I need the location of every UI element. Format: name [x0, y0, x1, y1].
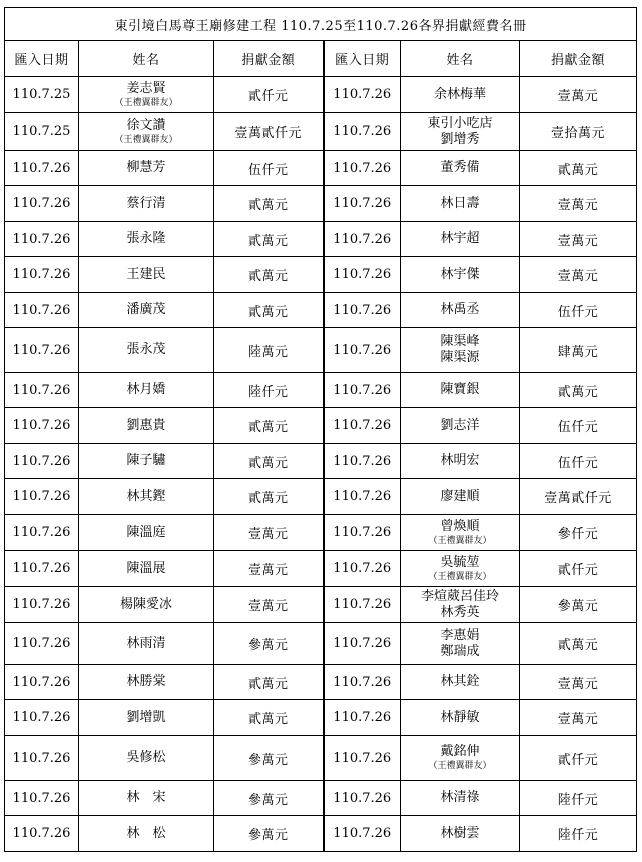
name-cell-right [401, 186, 520, 222]
date-cell-left: 110.7.26 [5, 479, 79, 515]
amount-cell-right: 肆萬元 [520, 328, 637, 373]
name-cell-right [401, 816, 520, 852]
donor-name: 林日壽 [440, 195, 480, 211]
date-cell-left: 110.7.25 [5, 113, 79, 151]
header-date-left: 匯入日期 [5, 41, 79, 77]
donor-name: 陳溫展 [126, 560, 166, 576]
donor-name: 張永隆 [126, 231, 166, 246]
donor-name: 林勝棠 [126, 674, 166, 689]
amount-cell-right: 貳仟元 [520, 736, 637, 781]
name-cell-left [79, 551, 214, 587]
name-cell-left [79, 781, 214, 816]
donor-name: 陳子驌 [126, 453, 166, 468]
table-row [5, 551, 637, 587]
donor-name: 姜志賢 [126, 80, 166, 96]
donor-name: 林 松 [126, 825, 166, 841]
date-cell-left: 110.7.26 [5, 328, 79, 373]
date-cell-left: 110.7.26 [5, 700, 79, 736]
date-cell-left: 110.7.26 [5, 551, 79, 587]
amount-cell-left: 壹萬元 [214, 551, 324, 587]
date-cell-right: 110.7.26 [324, 373, 401, 408]
header-row [5, 41, 637, 77]
name-cell-right [401, 151, 520, 186]
donor-name: 劉增秀 [440, 131, 480, 147]
name-cell-left [79, 293, 214, 328]
donor-group-note: （王禮翼群友） [114, 134, 178, 145]
name-cell-left [79, 665, 214, 700]
donor-name: 林清祿 [440, 790, 480, 805]
donor-name: 吳修松 [126, 750, 166, 765]
amount-cell-right: 貳仟元 [520, 551, 637, 587]
date-cell-right: 110.7.26 [324, 151, 401, 186]
donor-name: 劉惠貴 [126, 417, 166, 433]
amount-cell-right: 陸仟元 [520, 781, 637, 816]
table-body [5, 77, 637, 852]
name-cell-left [79, 257, 214, 293]
amount-cell-left: 貳萬元 [214, 700, 324, 736]
date-cell-left: 110.7.26 [5, 816, 79, 852]
amount-cell-left: 貳仟元 [214, 77, 324, 113]
donor-name: 劉增凱 [126, 709, 166, 725]
amount-cell-left: 參萬元 [214, 736, 324, 781]
date-cell-left: 110.7.25 [5, 77, 79, 113]
donor-name: 李煊葳呂佳玲 [420, 588, 499, 604]
table-row [5, 222, 637, 257]
donor-name: 林宇傑 [440, 266, 480, 282]
name-cell-right [401, 293, 520, 328]
donor-name: 陳渠源 [440, 350, 480, 365]
donor-name: 徐文讚 [126, 117, 166, 133]
donor-name: 林其鏗 [126, 488, 166, 504]
table-row [5, 816, 637, 852]
amount-cell-left: 壹萬貳仟元 [214, 113, 324, 151]
name-cell-right [401, 479, 520, 515]
donor-name: 林雨清 [126, 635, 166, 651]
date-cell-right: 110.7.26 [324, 781, 401, 816]
amount-cell-right: 伍仟元 [520, 293, 637, 328]
date-cell-right: 110.7.26 [324, 328, 401, 373]
name-cell-right [401, 257, 520, 293]
donor-name: 李惠娟 [440, 627, 480, 643]
name-cell-right [401, 736, 520, 781]
table-row [5, 257, 637, 293]
name-cell-left [79, 77, 214, 113]
name-cell-right [401, 623, 520, 665]
donor-name: 鄭瑞成 [440, 643, 480, 659]
amount-cell-right: 貳萬元 [520, 151, 637, 186]
table-row [5, 781, 637, 816]
document-title: 東引境白馬尊王廟修建工程 110.7.25至110.7.26各界捐獻經費名冊 [5, 8, 637, 41]
donor-name: 吳毓堃 [440, 554, 480, 570]
amount-cell-right: 壹萬元 [520, 222, 637, 257]
name-cell-right [401, 77, 520, 113]
date-cell-left: 110.7.26 [5, 587, 79, 623]
amount-cell-left: 陸仟元 [214, 373, 324, 408]
date-cell-left: 110.7.26 [5, 665, 79, 700]
donor-group-note: （王禮翼群友） [114, 97, 178, 108]
amount-cell-left: 貳萬元 [214, 408, 324, 444]
name-cell-left [79, 444, 214, 479]
donor-name: 陳溫庭 [126, 524, 166, 540]
header-date-right: 匯入日期 [324, 41, 401, 77]
name-cell-left [79, 186, 214, 222]
date-cell-left: 110.7.26 [5, 151, 79, 186]
donor-name: 廖建順 [440, 488, 480, 504]
donor-name: 林禹丞 [440, 302, 480, 317]
header-name-right: 姓名 [401, 41, 520, 77]
donor-name: 陳渠峰 [440, 334, 480, 349]
name-cell-right [401, 408, 520, 444]
donation-table [4, 7, 637, 852]
name-cell-left [79, 328, 214, 373]
amount-cell-right: 壹萬元 [520, 700, 637, 736]
amount-cell-left: 貳萬元 [214, 222, 324, 257]
amount-cell-right: 壹萬元 [520, 77, 637, 113]
date-cell-right: 110.7.26 [324, 186, 401, 222]
donor-name: 林月嬌 [126, 382, 166, 397]
table-row [5, 328, 637, 373]
table-row [5, 623, 637, 665]
donor-name: 余林梅華 [433, 86, 486, 102]
amount-cell-left: 參萬元 [214, 781, 324, 816]
date-cell-right: 110.7.26 [324, 408, 401, 444]
amount-cell-right: 壹萬元 [520, 257, 637, 293]
donor-name: 林其銓 [440, 674, 480, 689]
name-cell-left [79, 408, 214, 444]
donor-group-note: （王禮翼群友） [428, 761, 492, 771]
date-cell-left: 110.7.26 [5, 781, 79, 816]
date-cell-right: 110.7.26 [324, 736, 401, 781]
date-cell-left: 110.7.26 [5, 736, 79, 781]
amount-cell-right: 參萬元 [520, 587, 637, 623]
name-cell-left [79, 700, 214, 736]
table-row [5, 665, 637, 700]
donor-group-note: （王禮翼群友） [428, 535, 492, 546]
amount-cell-right: 壹萬元 [520, 186, 637, 222]
name-cell-right [401, 781, 520, 816]
name-cell-left [79, 515, 214, 551]
donor-name: 劉志洋 [440, 417, 480, 433]
amount-cell-right: 貳萬元 [520, 623, 637, 665]
donor-name: 張永茂 [126, 342, 166, 357]
amount-cell-left: 貳萬元 [214, 665, 324, 700]
table-row [5, 293, 637, 328]
donor-name: 潘廣茂 [126, 302, 166, 317]
date-cell-right: 110.7.26 [324, 257, 401, 293]
date-cell-right: 110.7.26 [324, 623, 401, 665]
donor-name: 柳慧芳 [126, 160, 166, 175]
amount-cell-left: 貳萬元 [214, 444, 324, 479]
date-cell-left: 110.7.26 [5, 186, 79, 222]
name-cell-left [79, 151, 214, 186]
date-cell-left: 110.7.26 [5, 257, 79, 293]
amount-cell-left: 參萬元 [214, 623, 324, 665]
amount-cell-left: 貳萬元 [214, 479, 324, 515]
date-cell-right: 110.7.26 [324, 816, 401, 852]
name-cell-left [79, 113, 214, 151]
donor-name: 東引小吃店 [427, 115, 493, 131]
amount-cell-right: 伍仟元 [520, 444, 637, 479]
name-cell-right [401, 515, 520, 551]
name-cell-right [401, 222, 520, 257]
document-page [4, 7, 636, 852]
donor-name: 林明宏 [440, 453, 480, 468]
table-row [5, 77, 637, 113]
donor-name: 林 宋 [126, 790, 166, 805]
name-cell-right [401, 551, 520, 587]
donor-name: 戴銘伸 [440, 744, 480, 759]
amount-cell-left: 壹萬元 [214, 515, 324, 551]
header-name-left: 姓名 [79, 41, 214, 77]
date-cell-left: 110.7.26 [5, 515, 79, 551]
table-row [5, 408, 637, 444]
table-row [5, 479, 637, 515]
amount-cell-left: 貳萬元 [214, 186, 324, 222]
table-row [5, 515, 637, 551]
table-row [5, 736, 637, 781]
amount-cell-right: 壹拾萬元 [520, 113, 637, 151]
header-amount-right: 捐獻金額 [520, 41, 637, 77]
header-amount-left: 捐獻金額 [214, 41, 324, 77]
donor-name: 王建民 [126, 266, 166, 282]
name-cell-left [79, 816, 214, 852]
date-cell-left: 110.7.26 [5, 293, 79, 328]
table-row [5, 113, 637, 151]
amount-cell-right: 貳萬元 [520, 373, 637, 408]
date-cell-right: 110.7.26 [324, 222, 401, 257]
donor-name: 董秀備 [440, 160, 480, 175]
date-cell-right: 110.7.26 [324, 665, 401, 700]
amount-cell-left: 參萬元 [214, 816, 324, 852]
name-cell-left [79, 736, 214, 781]
amount-cell-right: 陸仟元 [520, 816, 637, 852]
donor-name: 楊陳愛冰 [119, 596, 172, 612]
name-cell-left [79, 587, 214, 623]
table-row [5, 587, 637, 623]
name-cell-right [401, 587, 520, 623]
name-cell-right [401, 444, 520, 479]
title-row [5, 8, 637, 41]
donor-name: 林秀英 [440, 604, 480, 620]
table-row [5, 444, 637, 479]
date-cell-left: 110.7.26 [5, 444, 79, 479]
table-row [5, 700, 637, 736]
name-cell-right [401, 665, 520, 700]
donor-name: 曾煥順 [440, 518, 480, 534]
date-cell-left: 110.7.26 [5, 408, 79, 444]
name-cell-right [401, 328, 520, 373]
amount-cell-left: 伍仟元 [214, 151, 324, 186]
donor-name: 蔡行清 [126, 195, 166, 211]
table-row [5, 151, 637, 186]
date-cell-right: 110.7.26 [324, 515, 401, 551]
name-cell-right [401, 700, 520, 736]
name-cell-right [401, 373, 520, 408]
amount-cell-left: 貳萬元 [214, 257, 324, 293]
donor-name: 林樹雲 [440, 825, 480, 841]
amount-cell-right: 壹萬貳仟元 [520, 479, 637, 515]
date-cell-right: 110.7.26 [324, 479, 401, 515]
table-row [5, 373, 637, 408]
name-cell-left [79, 373, 214, 408]
name-cell-left [79, 623, 214, 665]
amount-cell-left: 壹萬元 [214, 587, 324, 623]
donor-name: 陳寶銀 [440, 382, 480, 397]
name-cell-left [79, 479, 214, 515]
amount-cell-left: 陸萬元 [214, 328, 324, 373]
donor-name: 林宇超 [440, 231, 480, 246]
date-cell-right: 110.7.26 [324, 587, 401, 623]
date-cell-left: 110.7.26 [5, 373, 79, 408]
name-cell-right [401, 113, 520, 151]
amount-cell-left: 貳萬元 [214, 293, 324, 328]
amount-cell-right: 壹萬元 [520, 665, 637, 700]
date-cell-left: 110.7.26 [5, 222, 79, 257]
date-cell-right: 110.7.26 [324, 551, 401, 587]
donor-name: 林靜敏 [440, 709, 480, 725]
name-cell-left [79, 222, 214, 257]
donor-group-note: （王禮翼群友） [428, 571, 492, 582]
date-cell-right: 110.7.26 [324, 113, 401, 151]
date-cell-right: 110.7.26 [324, 77, 401, 113]
date-cell-left: 110.7.26 [5, 623, 79, 665]
date-cell-right: 110.7.26 [324, 444, 401, 479]
amount-cell-right: 伍仟元 [520, 408, 637, 444]
table-row [5, 186, 637, 222]
amount-cell-right: 參仟元 [520, 515, 637, 551]
date-cell-right: 110.7.26 [324, 700, 401, 736]
date-cell-right: 110.7.26 [324, 293, 401, 328]
